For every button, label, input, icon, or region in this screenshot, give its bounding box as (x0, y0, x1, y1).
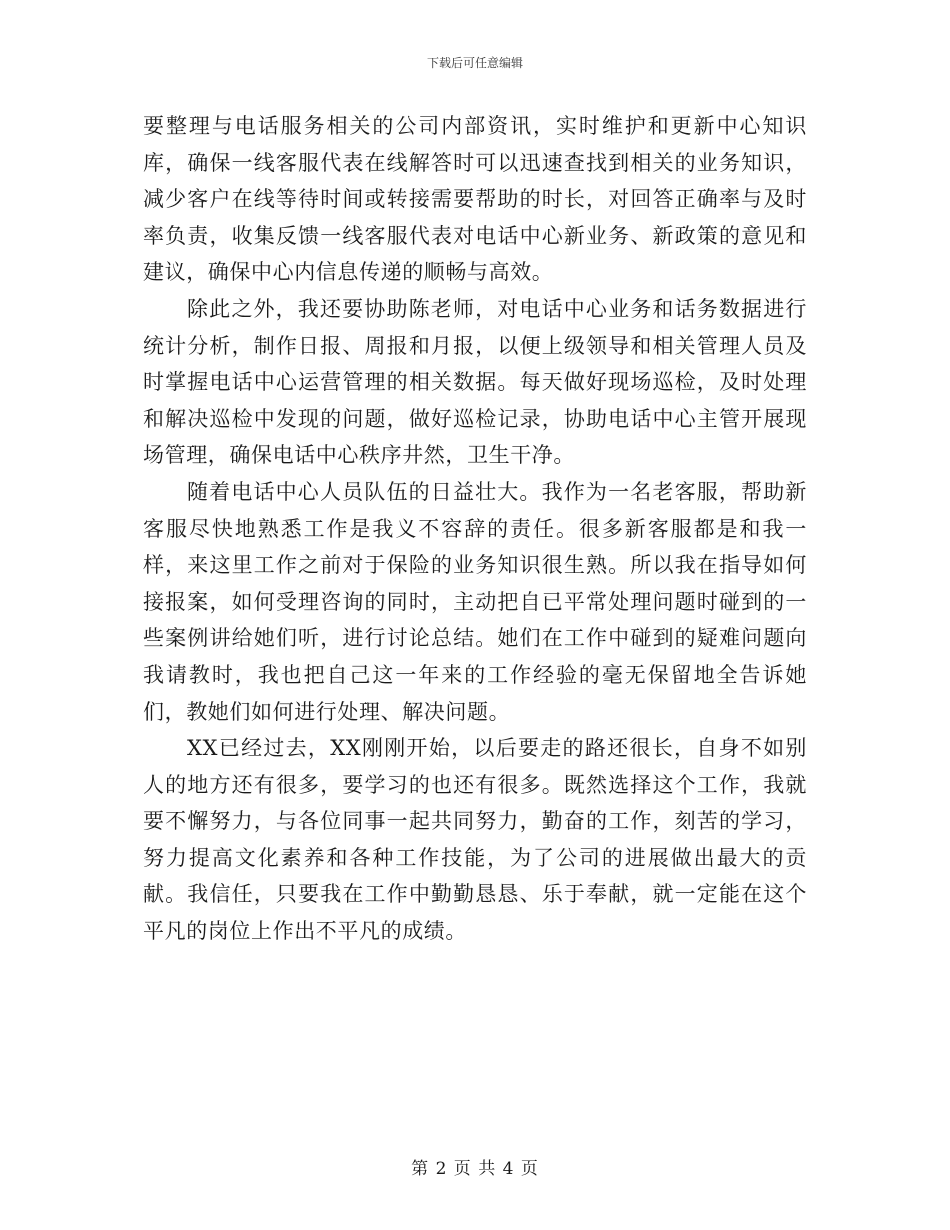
paragraph-2: 除此之外，我还要协助陈老师，对电话中心业务和话务数据进行统计分析，制作日报、周报和月报，以便上级领导和相关管理人员及时掌握电话中心运营管理的相关数据。每天做好现场巡检，及时处理和解决巡检中发现的问题，做好巡检记录，协助电话中心主管开展现场管理，确保电话中心秩序井然，卫生干净。 (143, 296, 807, 468)
document-body (143, 108, 807, 950)
paragraph-4: XX已经过去，XX刚刚开始，以后要走的路还很长，自身不如别人的地方还有很多，要学习的也还有很多。既然选择这个工作，我就要不懈努力，与各位同事一起共同努力，勤奋的工作，刻苦的学习，努力提高文化素养和各种工作技能，为了公司的进展做出最大的贡献。我信任，只要我在工作中勤勤恳恳、乐于奉献，就一定能在这个平凡的岗位上作出不平凡的成绩。 (143, 736, 807, 944)
paragraph-1: 要整理与电话服务相关的公司内部资讯，实时维护和更新中心知识库，确保一线客服代表在线解答时可以迅速查找到相关的业务知识，减少客户在线等待时间或转接需要帮助的时长，对回答正确率与及时率负责，收集反馈一线客服代表对电话中心新业务、新政策的意见和建议，确保中心内信息传递的顺畅与高效。 (143, 114, 807, 285)
page-header: 下载后可任意编辑 (426, 56, 523, 70)
paragraph-3: 随着电话中心人员队伍的日益壮大。我作为一名老客服，帮助新客服尽快地熟悉工作是我义不容辞的责任。很多新客服都是和我一样，来这里工作之前对于保险的业务知识很生熟。所以我在指导如何接报案，如何受理咨询的同时，主动把自已平常处理问题时碰到的一些案例讲给她们听，进行讨论总结。她们在工作中碰到的疑难问题向我请教时，我也把自己这一年来的工作经验的毫无保留地全告诉她们，教她们如何进行处理、解决问题。 (143, 479, 807, 724)
page-number-footer: 第 2 页 共 4 页 (411, 1159, 539, 1179)
